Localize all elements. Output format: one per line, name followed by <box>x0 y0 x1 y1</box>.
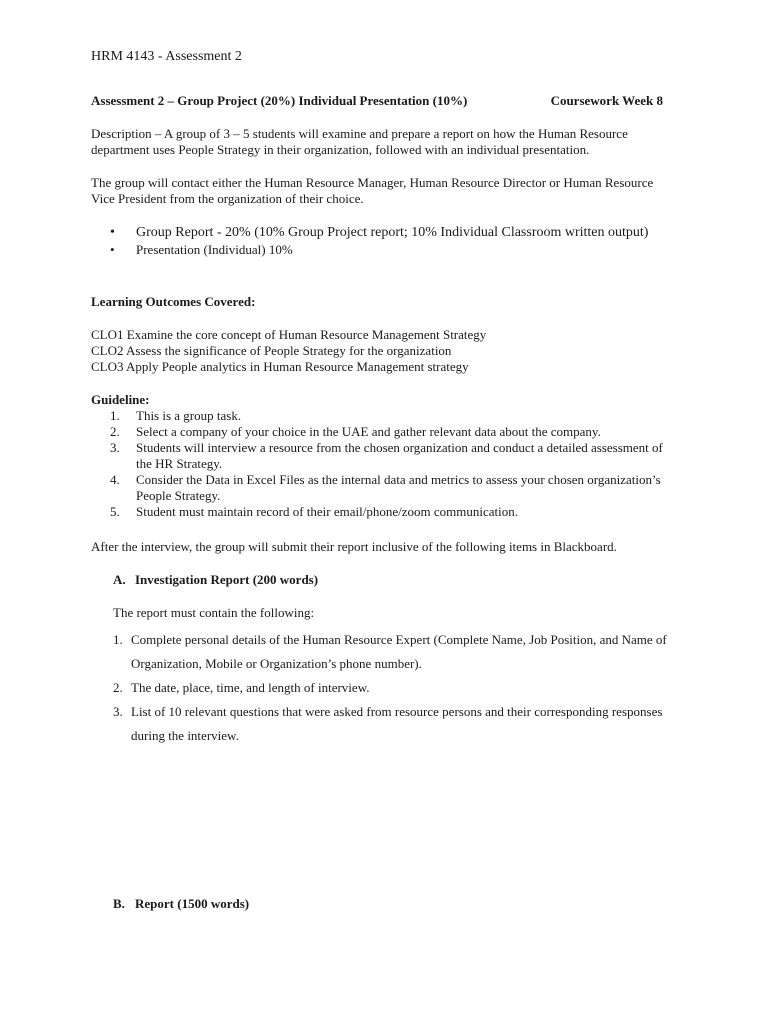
item-number: 5. <box>110 504 120 519</box>
item-number: 1. <box>113 632 123 647</box>
submission-paragraph: After the interview, the group will submit their report inclusive of the following items in Blackboard. <box>91 539 617 554</box>
section-b-heading <box>113 896 693 912</box>
assessment-title-row <box>91 93 663 109</box>
list-item: CLO1 Examine the core concept of Human Resource Management Strategy <box>91 327 487 342</box>
item-text: Select a company of your choice in the UAE and gather relevant data about the company. <box>136 424 601 439</box>
section-letter: B. <box>113 896 125 911</box>
section-a-intro: The report must contain the following: <box>113 605 315 620</box>
bullet-text: Presentation (Individual) 10% <box>136 242 293 257</box>
list-item <box>113 628 673 676</box>
assessment-title: Assessment 2 – Group Project (20%) Individual Presentation (10%) <box>91 93 468 108</box>
item-text: This is a group task. <box>136 408 242 423</box>
item-number: 3. <box>113 704 123 719</box>
list-item <box>110 242 670 258</box>
item-text: List of 10 relevant questions that were asked from resource persons and their corresponding responses during the interview. <box>131 704 663 743</box>
bullet-icon: • <box>110 242 115 257</box>
item-number: 1. <box>110 408 120 423</box>
bullet-icon: • <box>110 225 115 240</box>
list-item <box>113 676 673 700</box>
list-item <box>113 700 673 748</box>
guideline-heading: Guideline: <box>91 392 150 407</box>
section-letter: A. <box>113 572 126 587</box>
item-number: 2. <box>113 680 123 695</box>
list-item <box>110 472 670 504</box>
guideline-list <box>110 408 670 520</box>
section-title: Investigation Report (200 words) <box>135 572 319 587</box>
item-text: Complete personal details of the Human Resource Expert (Complete Name, Job Position, and Name of Organization, Mobile or Organization’s phone number). <box>131 632 667 671</box>
learning-outcomes-heading: Learning Outcomes Covered: <box>91 294 256 309</box>
item-number: 4. <box>110 472 120 487</box>
contact-paragraph: The group will contact either the Human Resource Manager, Human Resource Director or Human Resource Vice President from the organization of their choice. <box>91 175 654 206</box>
item-number: 2. <box>110 424 120 439</box>
description-paragraph: Description – A group of 3 – 5 students will examine and prepare a report on how the Human Resource department uses People Strategy in their organization, followed with an individual presentation. <box>91 126 628 157</box>
item-text: The date, place, time, and length of interview. <box>131 680 370 695</box>
list-item: CLO3 Apply People analytics in Human Resource Management strategy <box>91 359 469 374</box>
item-number: 3. <box>110 440 120 455</box>
section-a-list <box>113 628 673 748</box>
section-a-heading <box>113 572 693 588</box>
list-item <box>110 224 670 241</box>
grading-bullet-list <box>110 224 670 258</box>
coursework-week: Coursework Week 8 <box>550 93 663 108</box>
list-item <box>110 504 670 520</box>
learning-outcomes-list <box>91 327 671 375</box>
section-title: Report (1500 words) <box>135 896 250 911</box>
bullet-text: Group Report - 20% (10% Group Project report; 10% Individual Classroom written output) <box>136 225 649 240</box>
list-item <box>110 424 670 440</box>
item-text: Students will interview a resource from the chosen organization and conduct a detailed assessment of the HR Strategy. <box>136 440 663 471</box>
item-text: Student must maintain record of their email/phone/zoom communication. <box>136 504 518 519</box>
document-header: HRM 4143 - Assessment 2 <box>91 49 242 64</box>
list-item: CLO2 Assess the significance of People Strategy for the organization <box>91 343 452 358</box>
list-item <box>110 408 670 424</box>
item-text: Consider the Data in Excel Files as the internal data and metrics to assess your chosen organization’s People Strategy. <box>136 472 661 503</box>
list-item <box>110 440 670 472</box>
